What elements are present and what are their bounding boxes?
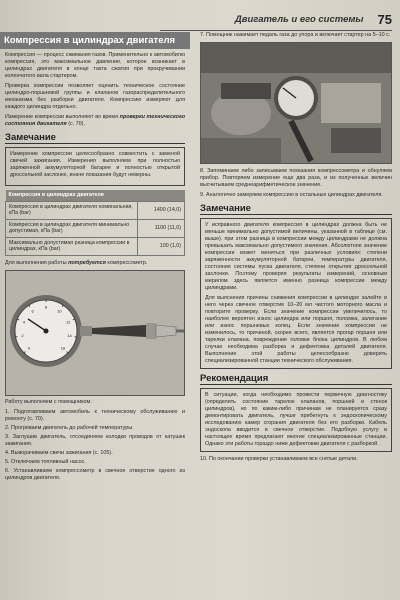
step-10: 10. По окончании проверки устанавливаем все снятые детали. [200, 456, 358, 462]
gauge-label: 12 [65, 318, 71, 324]
step-item: 5. Отключаем топливный насос. [5, 458, 86, 465]
attention-text: Измерение компрессии выполняют во время [5, 114, 119, 120]
recommendation-heading: Рекомендация [200, 373, 392, 385]
engine-bay-illustration [201, 43, 391, 163]
steps-intro: Работу выполняем с помощником. [5, 398, 92, 405]
note-text-left: Измерение компрессии целесообразно совместить с заменой свечей зажигания. Измерения выполняем при полностью заряженной аккумуляторной батарее и полностью открытой дроссельной заслонке, иначе показания будут неверны. [10, 151, 180, 178]
step-item: 2. Прогреваем двигатель до рабочей температуры. [5, 424, 134, 431]
left-column [0, 32, 190, 484]
article-title: Компрессия в цилиндрах двигателя [0, 32, 190, 49]
gauge-label: 4 [22, 318, 25, 324]
intro-paragraph-1: Компрессия — процесс сжимания газов. Применительно к автомобилю компрессия, это максимальное давление, которое возникает в цилиндрах двигателя в конце такта сжатия при прокручивании коленчатого вала стартером. [5, 52, 185, 79]
table-cell-value: 100 (1,0) [138, 237, 185, 255]
step-7: 7. Помощник нажимает педаль газа до упора и включает стартер на 5–10 с. [200, 32, 391, 38]
step-item: 1. Подготавливаем автомобиль к техническому обслуживанию и ремонту (с. 70). [5, 408, 185, 422]
recommendation-box [200, 388, 392, 452]
page-header [160, 8, 392, 31]
table-row [6, 201, 185, 219]
tools-paragraph [5, 260, 185, 267]
note-text-right: У исправного двигателя компрессия в цилиндрах должна быть не меньше минимально допустимой величины, указанной в таблице (см. выше), при этом разница в компрессии между цилиндрами не должна превышать максимально допустимого значения. Абсолютное значение компрессии может меняться при различных условиях: степени заряженности аккумуляторной батареи, температуры двигателя, состояния системы пуска двигателя, степени открытия дроссельной заслонки. Поэтому проверяя результаты измерений, основным мерилом здесь является именно разница компрессии между цилиндрами. [205, 222, 387, 291]
gauge-label: 14 [67, 332, 72, 338]
steps-list-left [5, 409, 185, 482]
note-heading-left: Замечание [5, 132, 185, 144]
compression-table [5, 190, 185, 256]
attention-tail: (с. 70). [66, 121, 85, 127]
attention-link: проверки технического состояния двигателя [5, 114, 186, 127]
gauge-label: 10 [57, 308, 62, 314]
recommendation-text: В ситуации, когда необходимо провести первичную диагностику (определить состояние тарелок клапанов, поршней и стенок цилиндров), но по каким-либо причинам не планируется сразу демонтировать двигатель, лучше прибегнуть к эндоскопическому исследованию камер сгорания двигателя без его разборки. Кабель эндоскопа вводится в свечное отверстие. Подобную услугу в настоящее время предлагают многие специализированные станции. Однако эти работы гораздо ниже дефектовки двигателя с разборкой. [205, 392, 387, 447]
table-cell-label: Компрессия в цилиндрах двигателя номинальная, кПа (bar) [6, 201, 138, 219]
section-title: Двигатель и его системы [234, 13, 364, 25]
gauge-label: 6 [31, 308, 34, 314]
table-cell-label: Максимально допустимая разница компрессии в цилиндрах, кПа (bar) [6, 237, 138, 255]
tools-tail: компрессометр. [105, 259, 148, 266]
step-item: 3. Заглушив двигатель, отсоединяем колодки проводов от катушек зажигания. [5, 433, 185, 447]
gauge-label: 0 [27, 344, 31, 350]
tools-bold: потребуется [68, 259, 106, 266]
step-8: 8. Запоминаем либо записываем показания компрессометра и обнуляем прибор. Повторяем измерение еще два раза, и из полученных величин высчитываем среднеарифметическое значение. [200, 168, 392, 188]
compressometer-illustration [6, 271, 185, 395]
table-row [6, 219, 185, 237]
tools-prefix: Для выполнения работы [5, 259, 69, 266]
gauge-label: 16 [60, 344, 66, 350]
note-text-right-2: Для выяснения причины снижения компрессии в цилиндре залейте в него через свечное отверстие 10–20 мл чистого моторного масла и повторите проверку. Если значение компрессии увеличилось, то наиболее вероятен износ цилиндра или поршня, поломка, залегание или износ поршневых колец. Если значение компрессии не изменилось, то причиной, скорее всего, является прогар поршня или тарелки клапана, повреждение головки блока цилиндров. В любом случае необходима разборка и дефектовка деталей двигателя. Выполнение этой работы целесообразно доверить специализированной станции технического обслуживания. [205, 295, 387, 364]
table-cell-value: 1100 (11,0) [138, 219, 185, 237]
table-cell-label: Компрессия в цилиндрах двигателя минимально допустимая, кПа (bar) [6, 219, 138, 237]
right-column [200, 32, 392, 466]
engine-photo [200, 42, 392, 164]
compressometer-photo [5, 270, 185, 396]
step-item: 6. Устанавливаем компрессометр в свечное отверстие одного из цилиндров двигателя. [5, 467, 185, 481]
table-title: Компрессия в цилиндрах двигателя [6, 190, 185, 201]
page-number: 75 [377, 11, 392, 27]
table-row [6, 237, 185, 255]
step-item: 4. Выворачиваем свечи зажигания (с. 105). [5, 449, 113, 456]
table-cell-value: 1400 (14,0) [138, 201, 185, 219]
note-box-left [5, 147, 185, 186]
note-box-right [200, 218, 392, 369]
gauge-label: 2 [21, 332, 24, 338]
gauge-label: 8 [44, 304, 48, 309]
note-heading-right: Замечание [200, 203, 392, 215]
intro-paragraph-2: Проверка компрессии позволяет оценить техническое состояние цилиндро-поршневой группы и клапанов газораспределительного механизма без разборки двигателя. Компрессию измеряют для каждого цилиндра отдельно. [5, 83, 185, 110]
attention-paragraph [5, 114, 185, 128]
step-9: 9. Аналогично замеряем компрессию в остальных цилиндрах двигателя. [200, 192, 383, 198]
